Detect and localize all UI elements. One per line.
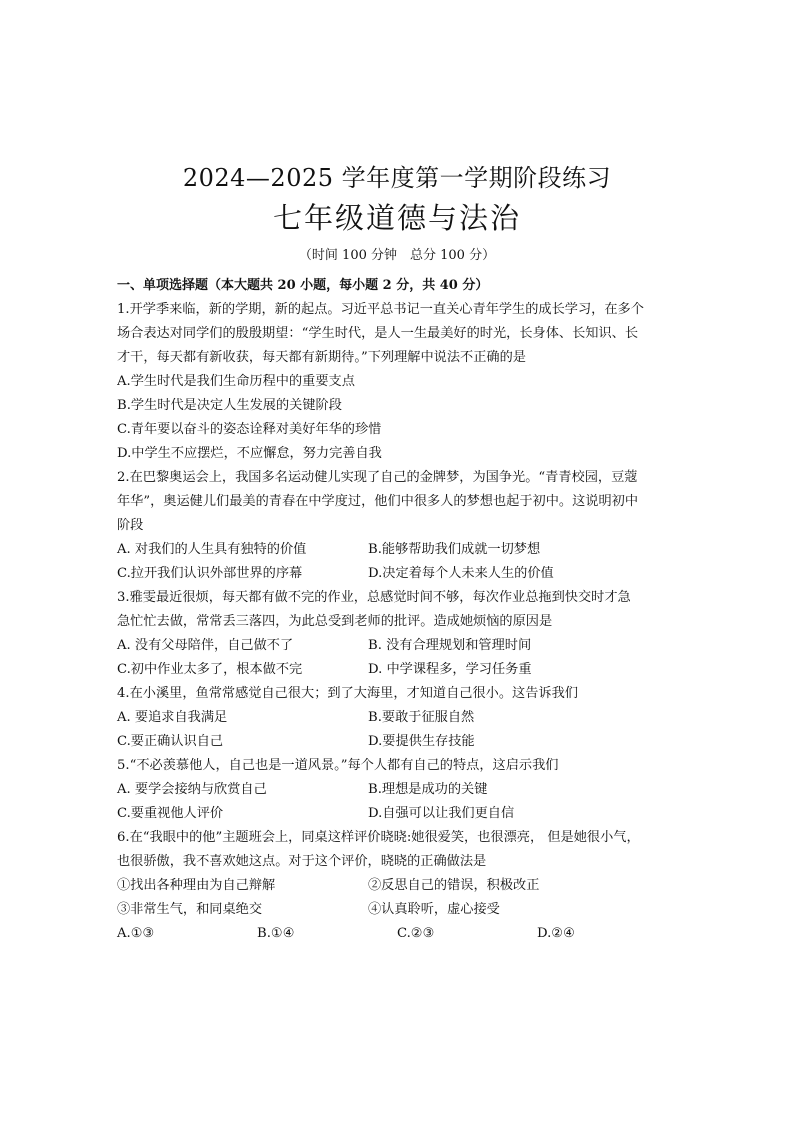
option-d: D. 中学课程多，学习任务重 <box>368 662 532 677</box>
question-stem-line: 场合表达对同学们的殷殷期望：“学生时代，是人一生最美好的时光，长身体、长知识、长 <box>117 326 639 341</box>
question-5 <box>117 754 683 826</box>
question-stem-line: 阶段 <box>117 518 144 533</box>
question-3 <box>117 586 683 682</box>
option-row <box>117 802 683 826</box>
option-a: A. 要学会接纳与欣赏自己 <box>117 782 267 797</box>
option-b: B.要敢于征服自然 <box>368 710 475 725</box>
option-c: C.要正确认识自己 <box>117 734 224 749</box>
question-stem-line: 也很骄傲，我不喜欢她这点。对于这个评价，晓晓的正确做法是 <box>117 854 487 869</box>
option-a: A. 要追求自我满足 <box>117 710 228 725</box>
option-row <box>117 730 683 754</box>
option-c: C.要重视他人评价 <box>117 806 224 821</box>
option-c: C.初中作业太多了，根本做不完 <box>117 662 303 677</box>
option-b: B. 没有合理规划和管理时间 <box>368 638 532 653</box>
option-row <box>117 634 683 658</box>
option-d: D.中学生不应摆烂，不应懈怠，努力完善自我 <box>117 446 382 461</box>
option-row <box>117 778 683 802</box>
option-row <box>117 658 683 682</box>
option-b: B.①④ <box>257 926 295 941</box>
option-d: D.要提供生存技能 <box>368 734 475 749</box>
question-stem-line: 1.开学季来临，新的学期，新的起点。习近平总书记一直关心青年学生的成长学习，在多个 <box>117 302 644 317</box>
option-row <box>117 562 683 586</box>
statement-4: ④认真聆听，虚心接受 <box>368 902 500 917</box>
option-c: C.②③ <box>397 926 435 941</box>
question-stem-line: 6.在“我眼中的他”主题班会上，同桌这样评价晓晓:她很爱笑，也很漂亮， 但是她很小气， <box>117 830 640 845</box>
exam-content <box>117 274 683 946</box>
question-stem-line: 年华”，奥运健儿们最美的青春在中学度过，他们中很多人的梦想也起于初中。这说明初中 <box>117 494 639 509</box>
option-row <box>117 922 683 946</box>
option-b: B.理想是成功的关键 <box>368 782 488 797</box>
statement-row <box>117 898 683 922</box>
option-b: B.学生时代是决定人生发展的关键阶段 <box>117 398 342 413</box>
option-d: D.自强可以让我们更自信 <box>368 806 515 821</box>
exam-title: 2024—2025 学年度第一学期阶段练习 <box>182 164 612 192</box>
question-2 <box>117 466 683 586</box>
statement-2: ②反思自己的错误，积极改正 <box>368 878 540 893</box>
option-c: C.青年要以奋斗的姿态诠释对美好年华的珍惜 <box>117 422 382 437</box>
statement-row <box>117 874 683 898</box>
option-d: D.②④ <box>537 926 575 941</box>
question-6 <box>117 826 683 946</box>
question-stem-line: 2.在巴黎奥运会上，我国多名运动健儿实现了自己的金牌梦，为国争光。“青青校园，豆蔻 <box>117 470 638 485</box>
exam-info: （时间 100 分钟 总分 100 分） <box>298 248 496 263</box>
statement-1: ①找出各种理由为自己辩解 <box>117 878 276 893</box>
section-heading: 一、单项选择题（本大题共 20 小题，每小题 2 分，共 40 分） <box>117 278 489 293</box>
question-stem-line: 3.雅雯最近很烦，每天都有做不完的作业，总感觉时间不够，每次作业总拖到快交时才急 <box>117 590 631 605</box>
question-stem-line: 急忙忙去做，常常丢三落四，为此总受到老师的批评。造成她烦恼的原因是 <box>117 614 553 629</box>
question-stem-line: 5.“不必羡慕他人，自己也是一道风景。”每个人都有自己的特点，这启示我们 <box>117 758 559 773</box>
option-a: A.学生时代是我们生命历程中的重要支点 <box>117 374 355 389</box>
question-stem-line: 4.在小溪里，鱼常常感觉自己很大；到了大海里，才知道自己很小。这告诉我们 <box>117 686 578 701</box>
question-stem-line: 才干，每天都有新收获，每天都有新期待。”下列理解中说法不正确的是 <box>117 350 526 365</box>
option-row <box>117 538 683 562</box>
option-a: A. 没有父母陪伴，自己做不了 <box>117 638 294 653</box>
option-a: A. 对我们的人生具有独特的价值 <box>117 542 307 557</box>
question-1 <box>117 298 683 466</box>
question-4 <box>117 682 683 754</box>
exam-subject: 七年级道德与法治 <box>272 201 521 235</box>
option-a: A.①③ <box>117 926 155 941</box>
option-c: C.拉开我们认识外部世界的序幕 <box>117 566 303 581</box>
option-b: B.能够帮助我们成就一切梦想 <box>368 542 541 557</box>
statement-3: ③非常生气，和同桌绝交 <box>117 902 263 917</box>
option-row <box>117 706 683 730</box>
option-d: D.决定着每个人未来人生的价值 <box>368 566 554 581</box>
